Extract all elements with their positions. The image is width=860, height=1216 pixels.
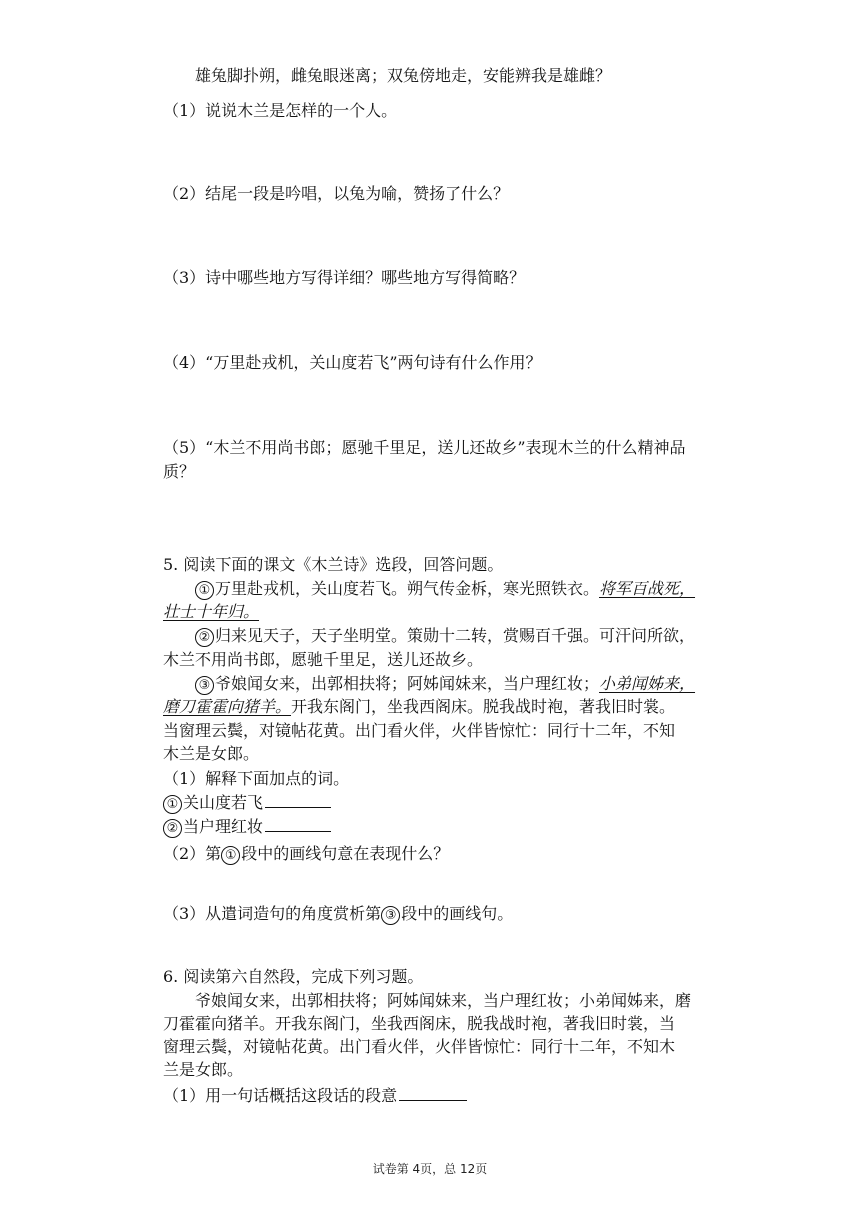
para3-line2-rest: 开我东阁门，坐我西阁床。脱我战时袍，著我旧时裳。 <box>291 697 676 716</box>
section-5-para2 <box>195 624 695 648</box>
section-6-line4: 兰是女郎。 <box>163 1060 244 1079</box>
word-item-2 <box>163 815 331 839</box>
q3-suffix: 段中的画线句。 <box>401 904 514 923</box>
section-5-para3-line3: 当窗理云鬓，对镜帖花黄。出门看火伴，火伴皆惊忙：同行十二年，不知 <box>163 721 676 740</box>
section-5-para3-line4: 木兰是女郎。 <box>163 744 260 763</box>
q3-prefix: （3）从遣词造句的角度赏析第 <box>163 904 382 923</box>
section-5-question-1: （1）解释下面加点的词。 <box>163 769 350 788</box>
answer-blank[interactable] <box>265 815 331 832</box>
q2-prefix: （2）第 <box>163 844 222 863</box>
section-6-line2: 刀霍霍向猪羊。开我东阁门，坐我西阁床，脱我战时袍，著我旧时裳，当 <box>163 1014 676 1033</box>
section-5-question-2 <box>163 842 449 866</box>
section-6-q1-text: （1）用一句话概括这段话的段意 <box>163 1086 398 1105</box>
section-5-para3-line2 <box>163 695 675 719</box>
section-5-question-3 <box>163 902 513 926</box>
paragraph-ref: ① <box>221 846 240 865</box>
poem-line: 雄兔脚扑朔，雌兔眼迷离；双兔傍地走，安能辨我是雄雌？ <box>195 66 612 85</box>
section-5-para2-line2: 木兰不用尚书郎，愿驰千里足，送儿还故乡。 <box>163 650 484 669</box>
item-number: ② <box>163 819 182 838</box>
word-item-2-text: 当户理红妆 <box>183 817 264 836</box>
section-5-para1 <box>195 577 695 601</box>
question-5-line1: （5）“木兰不用尚书郎；愿驰千里足，送儿还故乡”表现木兰的什么精神品 <box>163 438 686 457</box>
word-item-1 <box>163 791 331 815</box>
question-2: （2）结尾一段是吟唱，以兔为喻，赞扬了什么？ <box>163 184 510 203</box>
question-4: （4）“万里赴戎机，关山度若飞”两句诗有什么作用？ <box>163 353 542 372</box>
section-6-line3: 窗理云鬓，对镜帖花黄。出门看火伴，火伴皆惊忙：同行十二年，不知木 <box>163 1037 676 1056</box>
item-number: ① <box>163 795 182 814</box>
paragraph-number: ③ <box>195 676 214 695</box>
section-5-heading: 5. 阅读下面的课文《木兰诗》选段，回答问题。 <box>163 555 504 574</box>
section-5-para1-cont <box>163 600 259 624</box>
paragraph-number: ② <box>195 628 214 647</box>
para3-underlined-a: 小弟闻姊来， <box>599 674 696 693</box>
section-5-para3 <box>195 672 695 696</box>
question-1: （1）说说木兰是怎样的一个人。 <box>163 101 398 120</box>
paragraph-ref: ③ <box>381 906 400 925</box>
q2-suffix: 段中的画线句意在表现什么？ <box>241 844 450 863</box>
para1-text: 万里赴戎机，关山度若飞。朔气传金柝，寒光照铁衣。 <box>215 579 600 598</box>
answer-blank[interactable] <box>399 1084 467 1101</box>
section-6-line1: 爷娘闻女来，出郭相扶将；阿姊闻妹来，当户理红妆；小弟闻姊来，磨 <box>195 991 692 1010</box>
section-6-question-1 <box>163 1084 467 1108</box>
para2-line1: 归来见天子，天子坐明堂。策勋十二转，赏赐百千强。可汗问所欲， <box>215 626 696 645</box>
paragraph-number: ① <box>195 581 214 600</box>
page-footer: 试卷第 4页，总 12页 <box>372 1162 488 1176</box>
para1-underlined-b: 壮士十年归。 <box>163 602 260 621</box>
para3-text: 爷娘闻女来，出郭相扶将；阿姊闻妹来，当户理红妆； <box>215 674 600 693</box>
section-6-heading: 6. 阅读第六自然段，完成下列习题。 <box>163 967 424 986</box>
word-item-1-text: 关山度若飞 <box>183 793 264 812</box>
question-5-line2: 质？ <box>163 462 196 481</box>
para1-underlined-a: 将军百战死， <box>599 579 696 598</box>
question-3: （3）诗中哪些地方写得详细？哪些地方写得简略？ <box>163 268 526 287</box>
para3-underlined-b: 磨刀霍霍向猪羊。 <box>163 697 292 716</box>
answer-blank[interactable] <box>265 791 331 808</box>
